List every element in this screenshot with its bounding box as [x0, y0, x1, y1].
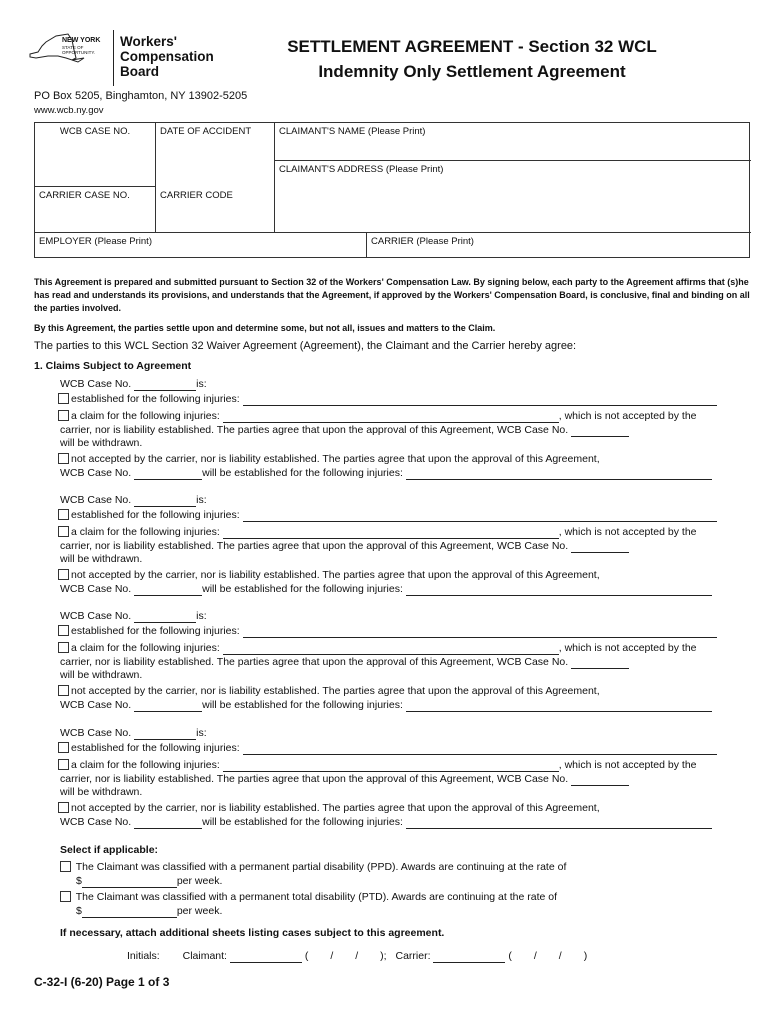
- new-case-input[interactable]: [134, 583, 202, 596]
- established-option: established for the following injuries:: [58, 625, 717, 638]
- not-accepted-option: not accepted by the carrier, nor is liability established. The parties agree that upon the approval of this Agreement,: [58, 685, 600, 697]
- claim-block: WCB Case No. is: established for the following injuries: a claim for the following injuries: , which is not accepted by the carrier, nor is liability established. The parties agree that upon the approval of this Agreement, WCB Case No. will be withdrawn. not accepted by the carrier, nor is liability established. The parties agree that upon the approval of this Agreement, WCB Case No. will be established for the following injuries:: [0, 494, 770, 610]
- new-case-injuries-input[interactable]: [406, 816, 712, 829]
- withdrawn-case-input[interactable]: [571, 424, 629, 437]
- settle-statement: By this Agreement, the parties settle upon and determine some, but not all, issues and matters to the Claim.: [34, 323, 496, 333]
- claim-block: WCB Case No. is: established for the following injuries: a claim for the following injuries: , which is not accepted by the carrier, nor is liability established. The parties agree that upon the approval of this Agreement, WCB Case No. will be withdrawn. not accepted by the carrier, nor is liability established. The parties agree that upon the approval of this Agreement, WCB Case No. will be established for the following injuries:: [0, 727, 770, 843]
- claim-checkbox[interactable]: [58, 759, 69, 770]
- ptd-rate: $ per week.: [76, 905, 223, 917]
- attach-note: If necessary, attach additional sheets listing cases subject to this agreement.: [60, 927, 445, 939]
- website: www.wcb.ny.gov: [34, 105, 104, 116]
- withdrawn-text: will be withdrawn.: [60, 437, 143, 449]
- carrier-initials-input[interactable]: [433, 950, 505, 963]
- new-case-input[interactable]: [134, 816, 202, 829]
- not-accepted-checkbox[interactable]: [58, 685, 69, 696]
- not-accepted-option: not accepted by the carrier, nor is liability established. The parties agree that upon the approval of this Agreement,: [58, 802, 600, 814]
- wcb-case-line: WCB Case No. is:: [60, 494, 207, 506]
- section-heading: 1. Claims Subject to Agreement: [34, 360, 192, 372]
- form-id-footer: C-32-I (6-20) Page 1 of 3: [34, 975, 170, 989]
- page-title: SETTLEMENT AGREEMENT - Section 32 WCL Indemnity Only Settlement Agreement: [287, 37, 657, 81]
- not-accepted-checkbox[interactable]: [58, 802, 69, 813]
- not-accepted-checkbox[interactable]: [58, 453, 69, 464]
- select-heading: Select if applicable:: [60, 844, 159, 856]
- new-case-injuries-input[interactable]: [406, 583, 712, 596]
- established-injuries-input[interactable]: [243, 509, 717, 522]
- wcb-case-input[interactable]: [134, 494, 196, 507]
- ptd-rate-input[interactable]: [82, 905, 177, 918]
- established-injuries-input[interactable]: [243, 742, 717, 755]
- carrier-code-field[interactable]: CARRIER CODE: [156, 187, 275, 233]
- wcb-case-line: WCB Case No. is:: [60, 610, 207, 622]
- not-accepted-checkbox[interactable]: [58, 569, 69, 580]
- date-of-accident-field[interactable]: DATE OF ACCIDENT: [156, 123, 275, 233]
- claim-checkbox[interactable]: [58, 642, 69, 653]
- ppd-checkbox[interactable]: [60, 861, 71, 872]
- withdrawn-text: will be withdrawn.: [60, 786, 143, 798]
- address: PO Box 5205, Binghamton, NY 13902-5205: [34, 90, 248, 102]
- ny-state-logo-text: NEW YORK STATE OF OPPORTUNITY.: [62, 37, 101, 55]
- new-case-injuries-input[interactable]: [406, 467, 712, 480]
- wcb-case-line: WCB Case No. is:: [60, 378, 207, 390]
- not-accepted-option: not accepted by the carrier, nor is liability established. The parties agree that upon the approval of this Agreement,: [58, 453, 600, 465]
- established-checkbox[interactable]: [58, 625, 69, 636]
- established-checkbox[interactable]: [58, 742, 69, 753]
- withdrawn-case-input[interactable]: [571, 540, 629, 553]
- wcb-case-input[interactable]: [134, 378, 196, 391]
- established-checkbox[interactable]: [58, 393, 69, 404]
- initials-row: Initials: Claimant: ( / / ); Carrier: ( / / ): [127, 950, 588, 962]
- ptd-option: The Claimant was classified with a permanent total disability (PTD). Awards are continuing at the rate of: [60, 891, 557, 903]
- ppd-option: The Claimant was classified with a permanent partial disability (PPD). Awards are continuing at the rate of: [60, 861, 566, 873]
- claim-block: WCB Case No. is: established for the following injuries: a claim for the following injuries: , which is not accepted by the carrier, nor is liability established. The parties agree that upon the approval of this Agreement, WCB Case No. will be withdrawn. not accepted by the carrier, nor is liability established. The parties agree that upon the approval of this Agreement, WCB Case No. will be established for the following injuries:: [0, 610, 770, 726]
- carrier-field[interactable]: CARRIER (Please Print): [371, 236, 474, 247]
- claim-checkbox[interactable]: [58, 410, 69, 421]
- withdrawn-case-input[interactable]: [571, 773, 629, 786]
- agreement-intro: This Agreement is prepared and submitted pursuant to Section 32 of the Workers' Compensation Law. By signing below, each party to the Agreement affirms that (s)he has read and understands its provisions, and understands that the Agreement, if approved by the Workers' Compensation Board, is conclusive, final and binding on all the parties involved.: [34, 277, 750, 313]
- established-option: established for the following injuries:: [58, 742, 717, 755]
- claim-injuries-input[interactable]: [223, 759, 559, 772]
- withdrawn-case-input[interactable]: [571, 656, 629, 669]
- logo-divider: [113, 30, 114, 86]
- claimant-address-field[interactable]: CLAIMANT'S ADDRESS (Please Print): [275, 161, 751, 233]
- established-injuries-input[interactable]: [243, 393, 717, 406]
- new-case-input[interactable]: [134, 467, 202, 480]
- not-accepted-option: not accepted by the carrier, nor is liability established. The parties agree that upon the approval of this Agreement,: [58, 569, 600, 581]
- claim-checkbox[interactable]: [58, 526, 69, 537]
- wcb-case-input[interactable]: [134, 727, 196, 740]
- wcb-logo-text: Workers' Compensation Board: [120, 34, 214, 79]
- ptd-checkbox[interactable]: [60, 891, 71, 902]
- wcb-case-input[interactable]: [134, 610, 196, 623]
- wcb-case-no-field[interactable]: WCB CASE NO.: [35, 123, 156, 187]
- claimant-initials-input[interactable]: [230, 950, 302, 963]
- claim-injuries-input[interactable]: [223, 410, 559, 423]
- employer-field[interactable]: EMPLOYER (Please Print): [35, 233, 367, 257]
- claim-info-table: [34, 122, 750, 258]
- new-case-injuries-input[interactable]: [406, 699, 712, 712]
- withdrawn-text: will be withdrawn.: [60, 553, 143, 565]
- claim-not-accepted-option: a claim for the following injuries: , which is not accepted by the: [58, 642, 697, 655]
- claim-injuries-input[interactable]: [223, 526, 559, 539]
- claim-block: WCB Case No. is: established for the following injuries: a claim for the following injuries: , which is not accepted by the carrier, nor is liability established. The parties agree that upon the approval of this Agreement, WCB Case No. will be withdrawn. not accepted by the carrier, nor is liability established. The parties agree that upon the approval of this Agreement, WCB Case No. will be established for the following injuries:: [0, 378, 770, 494]
- carrier-case-no-field[interactable]: CARRIER CASE NO.: [35, 187, 156, 233]
- ppd-rate-input[interactable]: [82, 875, 177, 888]
- ppd-rate: $ per week.: [76, 875, 223, 887]
- claim-not-accepted-option: a claim for the following injuries: , which is not accepted by the: [58, 526, 697, 539]
- established-option: established for the following injuries:: [58, 509, 717, 522]
- parties-statement: The parties to this WCL Section 32 Waiver Agreement (Agreement), the Claimant and the Carrier hereby agree:: [34, 340, 577, 352]
- wcb-case-line: WCB Case No. is:: [60, 727, 207, 739]
- new-case-input[interactable]: [134, 699, 202, 712]
- withdrawn-text: will be withdrawn.: [60, 669, 143, 681]
- claim-not-accepted-option: a claim for the following injuries: , which is not accepted by the: [58, 410, 697, 423]
- established-checkbox[interactable]: [58, 509, 69, 520]
- established-option: established for the following injuries:: [58, 393, 717, 406]
- claimant-name-field[interactable]: CLAIMANT'S NAME (Please Print): [275, 123, 751, 161]
- claim-not-accepted-option: a claim for the following injuries: , which is not accepted by the: [58, 759, 697, 772]
- claim-injuries-input[interactable]: [223, 642, 559, 655]
- established-injuries-input[interactable]: [243, 625, 717, 638]
